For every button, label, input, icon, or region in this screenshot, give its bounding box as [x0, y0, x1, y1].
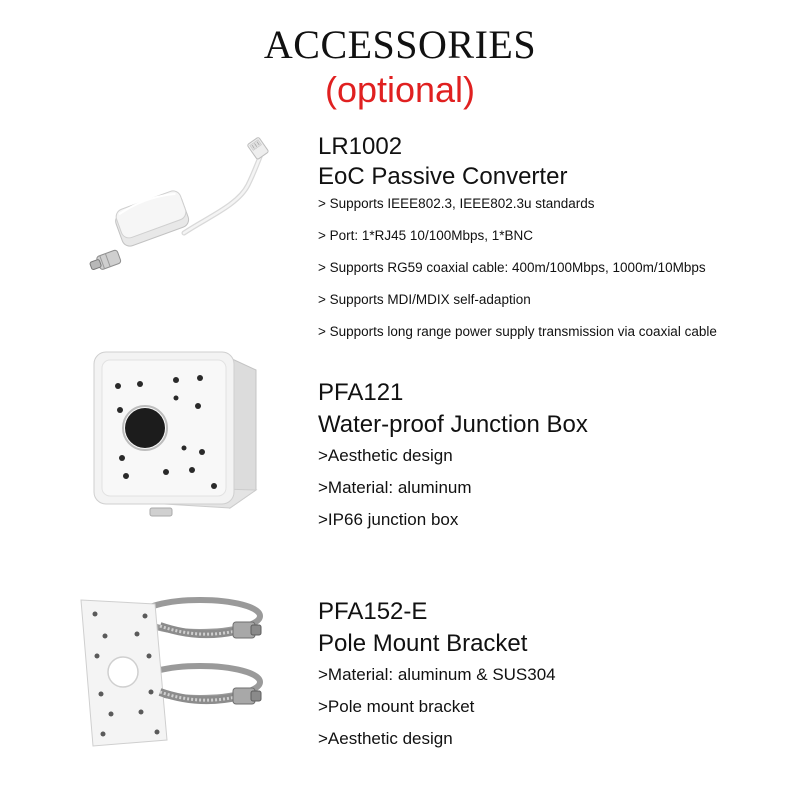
pole-mount-bracket-image: [75, 590, 275, 750]
product-eoc-converter: [318, 132, 717, 356]
feature-item: >Aesthetic design: [318, 446, 453, 465]
junction-box-image: [80, 340, 280, 520]
feature-list: [318, 196, 717, 340]
feature-list: [318, 446, 588, 530]
product-name: Pole Mount Bracket: [318, 630, 528, 657]
feature-item: > Supports long range power supply transmission via coaxial cable: [318, 324, 717, 339]
product-junction-box: [318, 378, 588, 542]
feature-item: >Aesthetic design: [318, 729, 453, 748]
feature-item: > Supports RG59 coaxial cable: 400m/100Mbps, 1000m/10Mbps: [318, 260, 706, 275]
feature-item: > Supports IEEE802.3, IEEE802.3u standards: [318, 196, 595, 211]
product-pole-mount-bracket: [318, 597, 556, 761]
product-model: PFA152-E: [318, 598, 428, 625]
feature-item: > Port: 1*RJ45 10/100Mbps, 1*BNC: [318, 228, 533, 243]
product-name: EoC Passive Converter: [318, 163, 568, 190]
feature-item: >Material: aluminum & SUS304: [318, 665, 556, 684]
page-subtitle: (optional): [324, 69, 476, 110]
feature-item: >Material: aluminum: [318, 478, 472, 497]
product-model: LR1002: [318, 133, 403, 160]
feature-item: >Pole mount bracket: [318, 697, 475, 716]
product-name: Water-proof Junction Box: [318, 411, 588, 438]
feature-item: > Supports MDI/MDIX self-adaption: [318, 292, 531, 307]
page-title: ACCESSORIES: [263, 22, 537, 67]
feature-item: >IP66 junction box: [318, 510, 459, 529]
feature-list: [318, 665, 556, 749]
eoc-converter-image: [88, 135, 298, 295]
product-model: PFA121: [318, 379, 404, 406]
